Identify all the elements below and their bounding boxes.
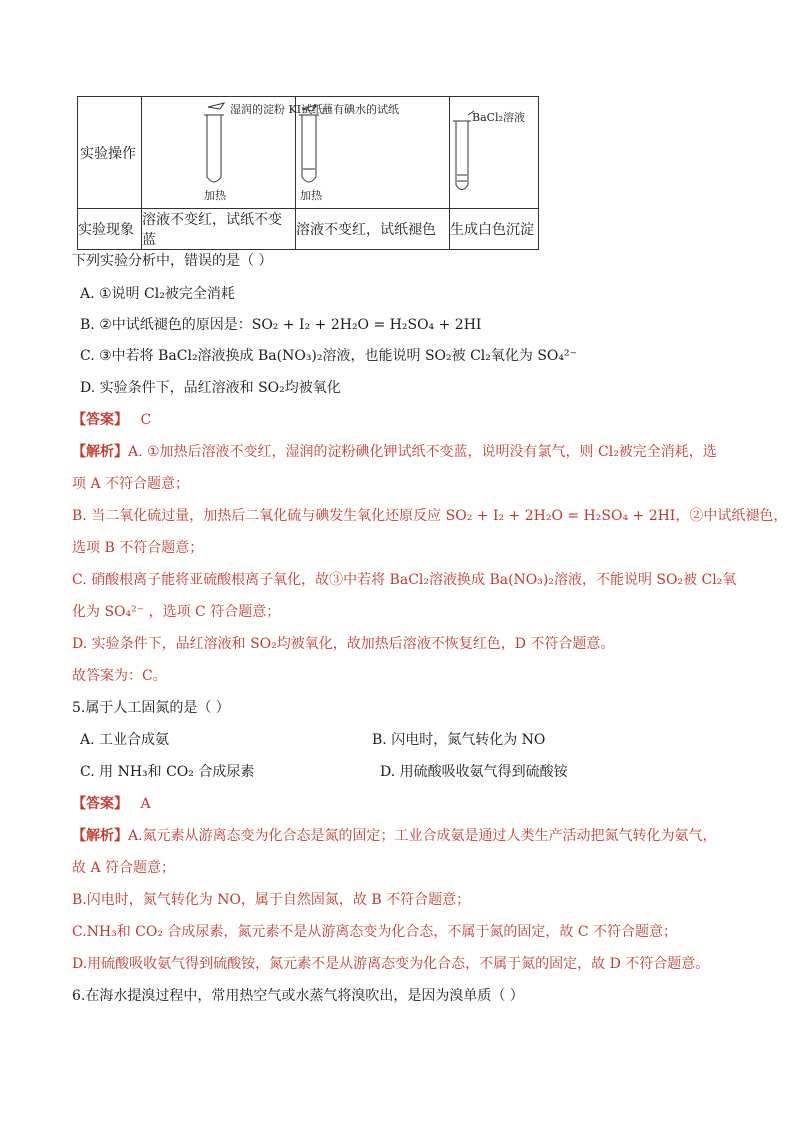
observation-1: 溶液不变红，试纸不变蓝 xyxy=(142,209,296,250)
row-label-operation: 实验操作 xyxy=(78,97,142,209)
row-label-observation: 实验现象 xyxy=(78,209,142,250)
answer-value: C xyxy=(140,412,152,428)
q4-option-a: A. ①说明 Cl₂被完全消耗 xyxy=(80,286,235,302)
q5-option-b: B. 闪电时，氮气转化为 NO xyxy=(372,732,546,748)
q4-analysis-2: B. 当二氧化硫过量，加热后二氧化硫与碘发生氧化还原反应 SO₂ + I₂ + 2H₂O = H₂SO₄ + 2HI，②中试纸褪色， xyxy=(72,508,788,524)
analysis-tag: 【解析】 xyxy=(72,828,128,844)
q5-analysis-2: B.闪电时，氮气转化为 NO，属于自然固氮，故 B 不符合题意； xyxy=(72,892,471,908)
tube-2-heat-label: 加热 xyxy=(300,189,322,202)
tube-2-cell xyxy=(296,97,450,209)
q4-analysis-2b: 选项 B 不符合题意； xyxy=(72,540,204,556)
tube-1-cell xyxy=(142,97,324,209)
answer-tag: 【答案】 xyxy=(72,412,128,428)
q4-analysis-3: C. 硝酸根离子能将亚硫酸根离子氧化，故③中若将 BaCl₂溶液换成 Ba(NO₃)₂溶液，不能说明 SO₂被 Cl₂氧 xyxy=(72,572,737,588)
answer-tag: 【答案】 xyxy=(72,796,128,812)
q5-answer-line xyxy=(72,793,151,813)
q5-analysis-1 xyxy=(72,825,717,845)
q5-analysis-3: C.NH₃和 CO₂ 合成尿素，氮元素不是从游离态变为化合态，不属于氮的固定，故 C 不符合题意； xyxy=(72,924,678,940)
q4-option-d: D. 实验条件下，品红溶液和 SO₂均被氧化 xyxy=(80,380,341,396)
q4-answer-line xyxy=(72,409,151,429)
q4-option-c: C. ③中若将 BaCl₂溶液换成 Ba(NO₃)₂溶液，也能说明 SO₂被 Cl₂氧化为 SO₄²⁻ xyxy=(80,348,578,364)
answer-value: A xyxy=(140,796,151,812)
observation-3: 生成白色沉淀 xyxy=(450,209,539,250)
q5-analysis-1-text: A.氮元素从游离态变为化合态是氮的固定；工业合成氨是通过人类生产活动把氮气转化为氨气， xyxy=(128,828,717,844)
q4-stem: 下列实验分析中，错误的是（ ） xyxy=(72,253,273,269)
q4-conclusion: 故答案为：C。 xyxy=(72,668,167,684)
q4-analysis-1b: 项 A 不符合题意； xyxy=(72,476,190,492)
q4-option-b: B. ②中试纸褪色的原因是：SO₂ + I₂ + 2H₂O = H₂SO₄ + 2HI xyxy=(80,317,482,333)
q4-analysis-4: D. 实验条件下，品红溶液和 SO₂均被氧化，故加热后溶液不恢复红色，D 不符合题意。 xyxy=(72,636,615,652)
q5-analysis-4: D.用硫酸吸收氨气得到硫酸铵，氮元素不是从游离态变为化合态，不属于氮的固定，故 D 不符合题意。 xyxy=(72,956,710,972)
q4-analysis-1 xyxy=(72,441,717,461)
q5-analysis-1b: 故 A 符合题意； xyxy=(72,860,176,876)
analysis-tag: 【解析】 xyxy=(72,444,128,460)
q4-analysis-3b: 化为 SO₄²⁻ ，选项 C 符合题意； xyxy=(72,604,281,620)
q5-stem: 5.属于人工固氮的是（ ） xyxy=(72,700,230,716)
q5-option-a: A. 工业合成氨 xyxy=(80,732,170,748)
q4-analysis-1-text: A. ①加热后溶液不变红，湿润的淀粉碘化钾试纸不变蓝，说明没有氯气，则 Cl₂被完全消耗，选 xyxy=(128,444,717,460)
q6-stem: 6.在海水提溴过程中，常用热空气或水蒸气将溴吹出，是因为溴单质（ ） xyxy=(72,988,524,1004)
tube-3-cell xyxy=(450,97,539,209)
observation-2: 溶液不变红，试纸褪色 xyxy=(296,209,450,250)
q5-option-c: C. 用 NH₃和 CO₂ 合成尿素 xyxy=(80,764,255,780)
experiment-table xyxy=(77,96,539,250)
tube-2-label: 蘸有碘水的试纸 xyxy=(322,103,399,116)
tube-3-label: BaCl₂溶液 xyxy=(472,111,525,124)
tube-1-label: 湿润的淀粉 KI试纸 xyxy=(230,103,324,116)
q5-option-d: D. 用硫酸吸收氨气得到硫酸铵 xyxy=(380,764,568,780)
tube-1-heat-label: 加热 xyxy=(204,189,226,202)
